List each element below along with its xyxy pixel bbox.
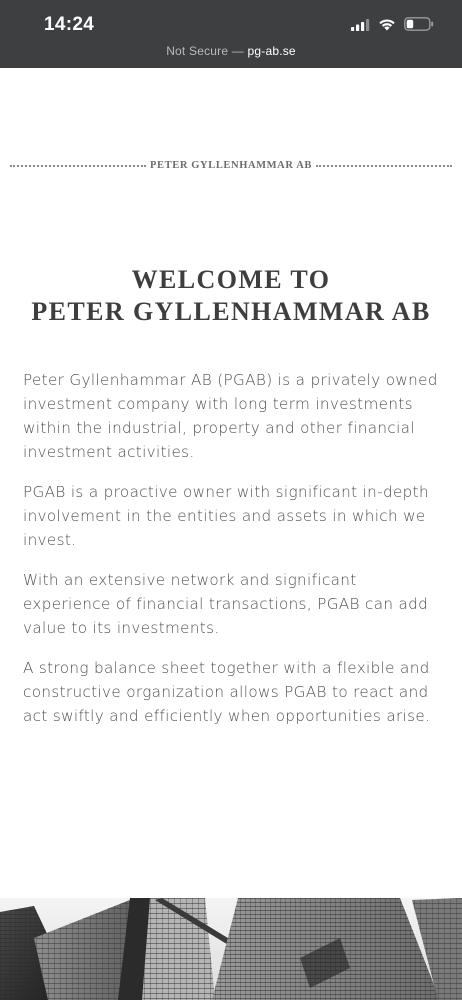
page-title-line1: WELCOME TO (131, 265, 331, 294)
url-separator: — (228, 44, 248, 58)
intro-paragraph: A strong balance sheet together with a flexible and constructive organization allows PGAB to react and act swiftly and efficiently when opportunities arise. (23, 659, 431, 725)
wifi-icon (378, 18, 396, 36)
status-time: 14:24 (44, 14, 95, 35)
url-domain: pg-ab.se (247, 44, 296, 58)
buildings-image (0, 898, 462, 1000)
security-status: Not Secure (166, 44, 229, 58)
intro-paragraph: Peter Gyllenhammar AB (PGAB) is a privately owned investment company with long term investments within the industrial, property and other financial investment activities. (23, 371, 438, 461)
dotted-divider-right (316, 165, 452, 167)
page-title (0, 264, 462, 328)
cellular-signal-icon (351, 18, 370, 36)
intro-text (23, 368, 439, 744)
dotted-divider-left (10, 165, 146, 167)
address-bar[interactable] (0, 44, 462, 58)
brand-logo-text[interactable]: PETER GYLLENHAMMAR AB (150, 159, 312, 171)
intro-paragraph: With an extensive network and significant experience of financial transactions, PGAB can add value to its investments. (23, 571, 429, 637)
page-title-line2: PETER GYLLENHAMMAR AB (31, 297, 431, 326)
status-icons (351, 17, 434, 36)
battery-icon (404, 17, 434, 36)
intro-paragraph: PGAB is a proactive owner with significant in-depth involvement in the entities and assets in which we invest. (23, 483, 429, 549)
status-bar (0, 0, 462, 68)
brand-header (10, 155, 452, 175)
